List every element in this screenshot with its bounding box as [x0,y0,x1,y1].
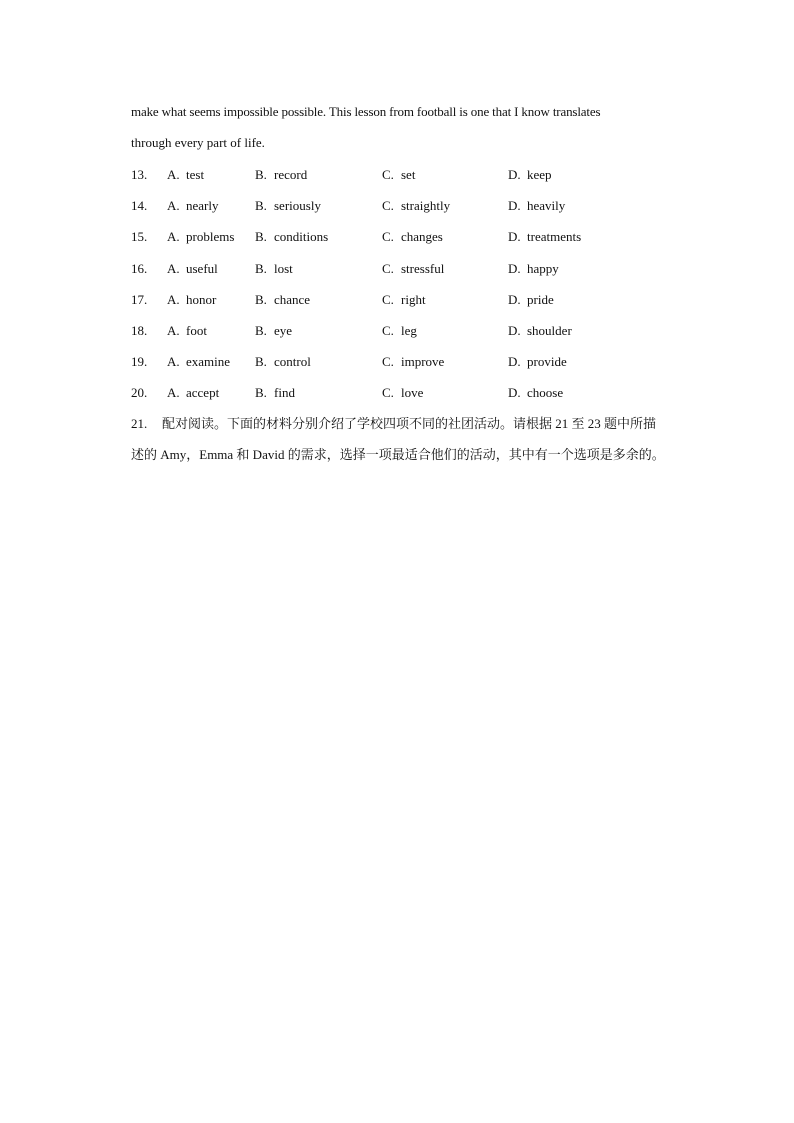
option-text: problems [186,229,235,245]
option-letter: C. [382,291,394,307]
option-c [382,229,443,245]
option-text: heavily [527,198,566,214]
option-letter: A. [167,229,180,245]
option-text: nearly [186,198,219,214]
option-text: eye [274,323,293,338]
option-letter: B. [255,167,267,182]
option-letter: A. [167,291,180,307]
passage-line-2: through every part of life. [131,135,265,150]
option-letter: D. [508,260,521,276]
option-text: love [401,385,424,401]
option-letter: A. [167,354,180,370]
option-d [508,167,552,183]
option-b [255,167,307,183]
option-text: set [401,167,416,182]
option-c [382,261,444,277]
option-d [508,292,554,308]
option-letter: A. [167,198,180,214]
option-letter: A. [167,323,180,338]
question-row [0,323,794,339]
option-text: happy [527,260,559,276]
option-letter: A. [167,260,180,276]
option-text: useful [186,260,218,276]
question-row [0,261,794,277]
option-text: shoulder [527,323,572,338]
option-text: seriously [274,198,321,214]
option-letter: D. [508,167,521,182]
option-letter: C. [382,198,394,214]
option-text: foot [186,323,207,338]
option-a [167,261,218,277]
question-number: 13. [131,167,148,182]
option-d [508,261,559,277]
option-d [508,198,565,214]
option-letter: C. [382,354,394,370]
option-text: improve [401,354,445,370]
option-a [167,385,219,401]
question-row [0,385,794,401]
option-text: accept [186,385,220,401]
question-number: 15. [131,229,148,245]
option-b [255,385,295,401]
option-b [255,261,293,277]
question-row [0,167,794,183]
question-number: 20. [131,385,148,401]
option-c [382,354,444,370]
option-letter: D. [508,323,521,338]
option-letter: B. [255,229,267,245]
option-a [167,198,218,214]
option-a [167,323,207,339]
option-c [382,385,423,401]
option-text: control [274,354,311,370]
option-letter: C. [382,229,394,245]
option-text: stressful [401,260,445,276]
option-text: leg [401,323,417,338]
option-d [508,229,581,245]
option-letter: A. [167,385,180,401]
option-d [508,354,567,370]
option-text: lost [274,260,293,276]
option-letter: C. [382,323,394,338]
option-b [255,323,292,339]
question-number: 18. [131,323,148,338]
option-letter: B. [255,291,267,307]
option-a [167,292,216,308]
option-letter: B. [255,260,267,276]
option-text: provide [527,354,567,370]
option-c [382,167,415,183]
question-row [0,198,794,214]
option-a [167,354,230,370]
question-number: 21. [131,416,148,431]
option-letter: C. [382,167,394,182]
option-letter: D. [508,198,521,214]
option-b [255,292,310,308]
question-number: 16. [131,260,148,276]
option-letter: D. [508,291,521,307]
option-text: find [274,385,295,401]
option-c [382,292,426,308]
question-21-text-1: 配对阅读。下面的材料分别介绍了学校四项不同的社团活动。请根据 21 至 23 题中所描 [162,416,657,431]
option-letter: C. [382,260,394,276]
question-21-line-1 [131,416,691,432]
option-text: chance [274,291,311,307]
question-row [0,292,794,308]
question-row [0,229,794,245]
question-number: 19. [131,354,148,370]
option-c [382,323,417,339]
option-text: test [186,167,205,182]
option-letter: D. [508,385,521,401]
option-letter: B. [255,198,267,214]
option-letter: A. [167,167,180,182]
option-text: changes [401,229,443,245]
option-text: choose [527,385,564,401]
passage-line-1: make what seems impossible possible. This lesson from football is one that I know translates [131,104,601,119]
question-row [0,354,794,370]
option-text: conditions [274,229,329,245]
option-text: honor [186,291,217,307]
option-letter: D. [508,354,521,370]
option-text: keep [527,167,552,182]
option-a [167,229,234,245]
option-b [255,198,321,214]
option-a [167,167,204,183]
option-d [508,385,563,401]
option-text: record [274,167,308,182]
option-b [255,229,328,245]
option-b [255,354,311,370]
question-21-line-2: 述的 Amy，Emma 和 David 的需求，选择一项最适合他们的活动，其中有一个选项是多余的。 [131,447,665,462]
question-number: 17. [131,291,148,307]
option-letter: B. [255,323,267,338]
option-c [382,198,450,214]
option-letter: B. [255,354,267,370]
option-text: right [401,291,426,307]
option-text: pride [527,291,554,307]
option-letter: B. [255,385,267,401]
option-text: examine [186,354,231,370]
option-text: straightly [401,198,451,214]
question-number: 14. [131,198,148,214]
option-letter: C. [382,385,394,401]
option-text: treatments [527,229,582,245]
option-d [508,323,572,339]
option-letter: D. [508,229,521,245]
